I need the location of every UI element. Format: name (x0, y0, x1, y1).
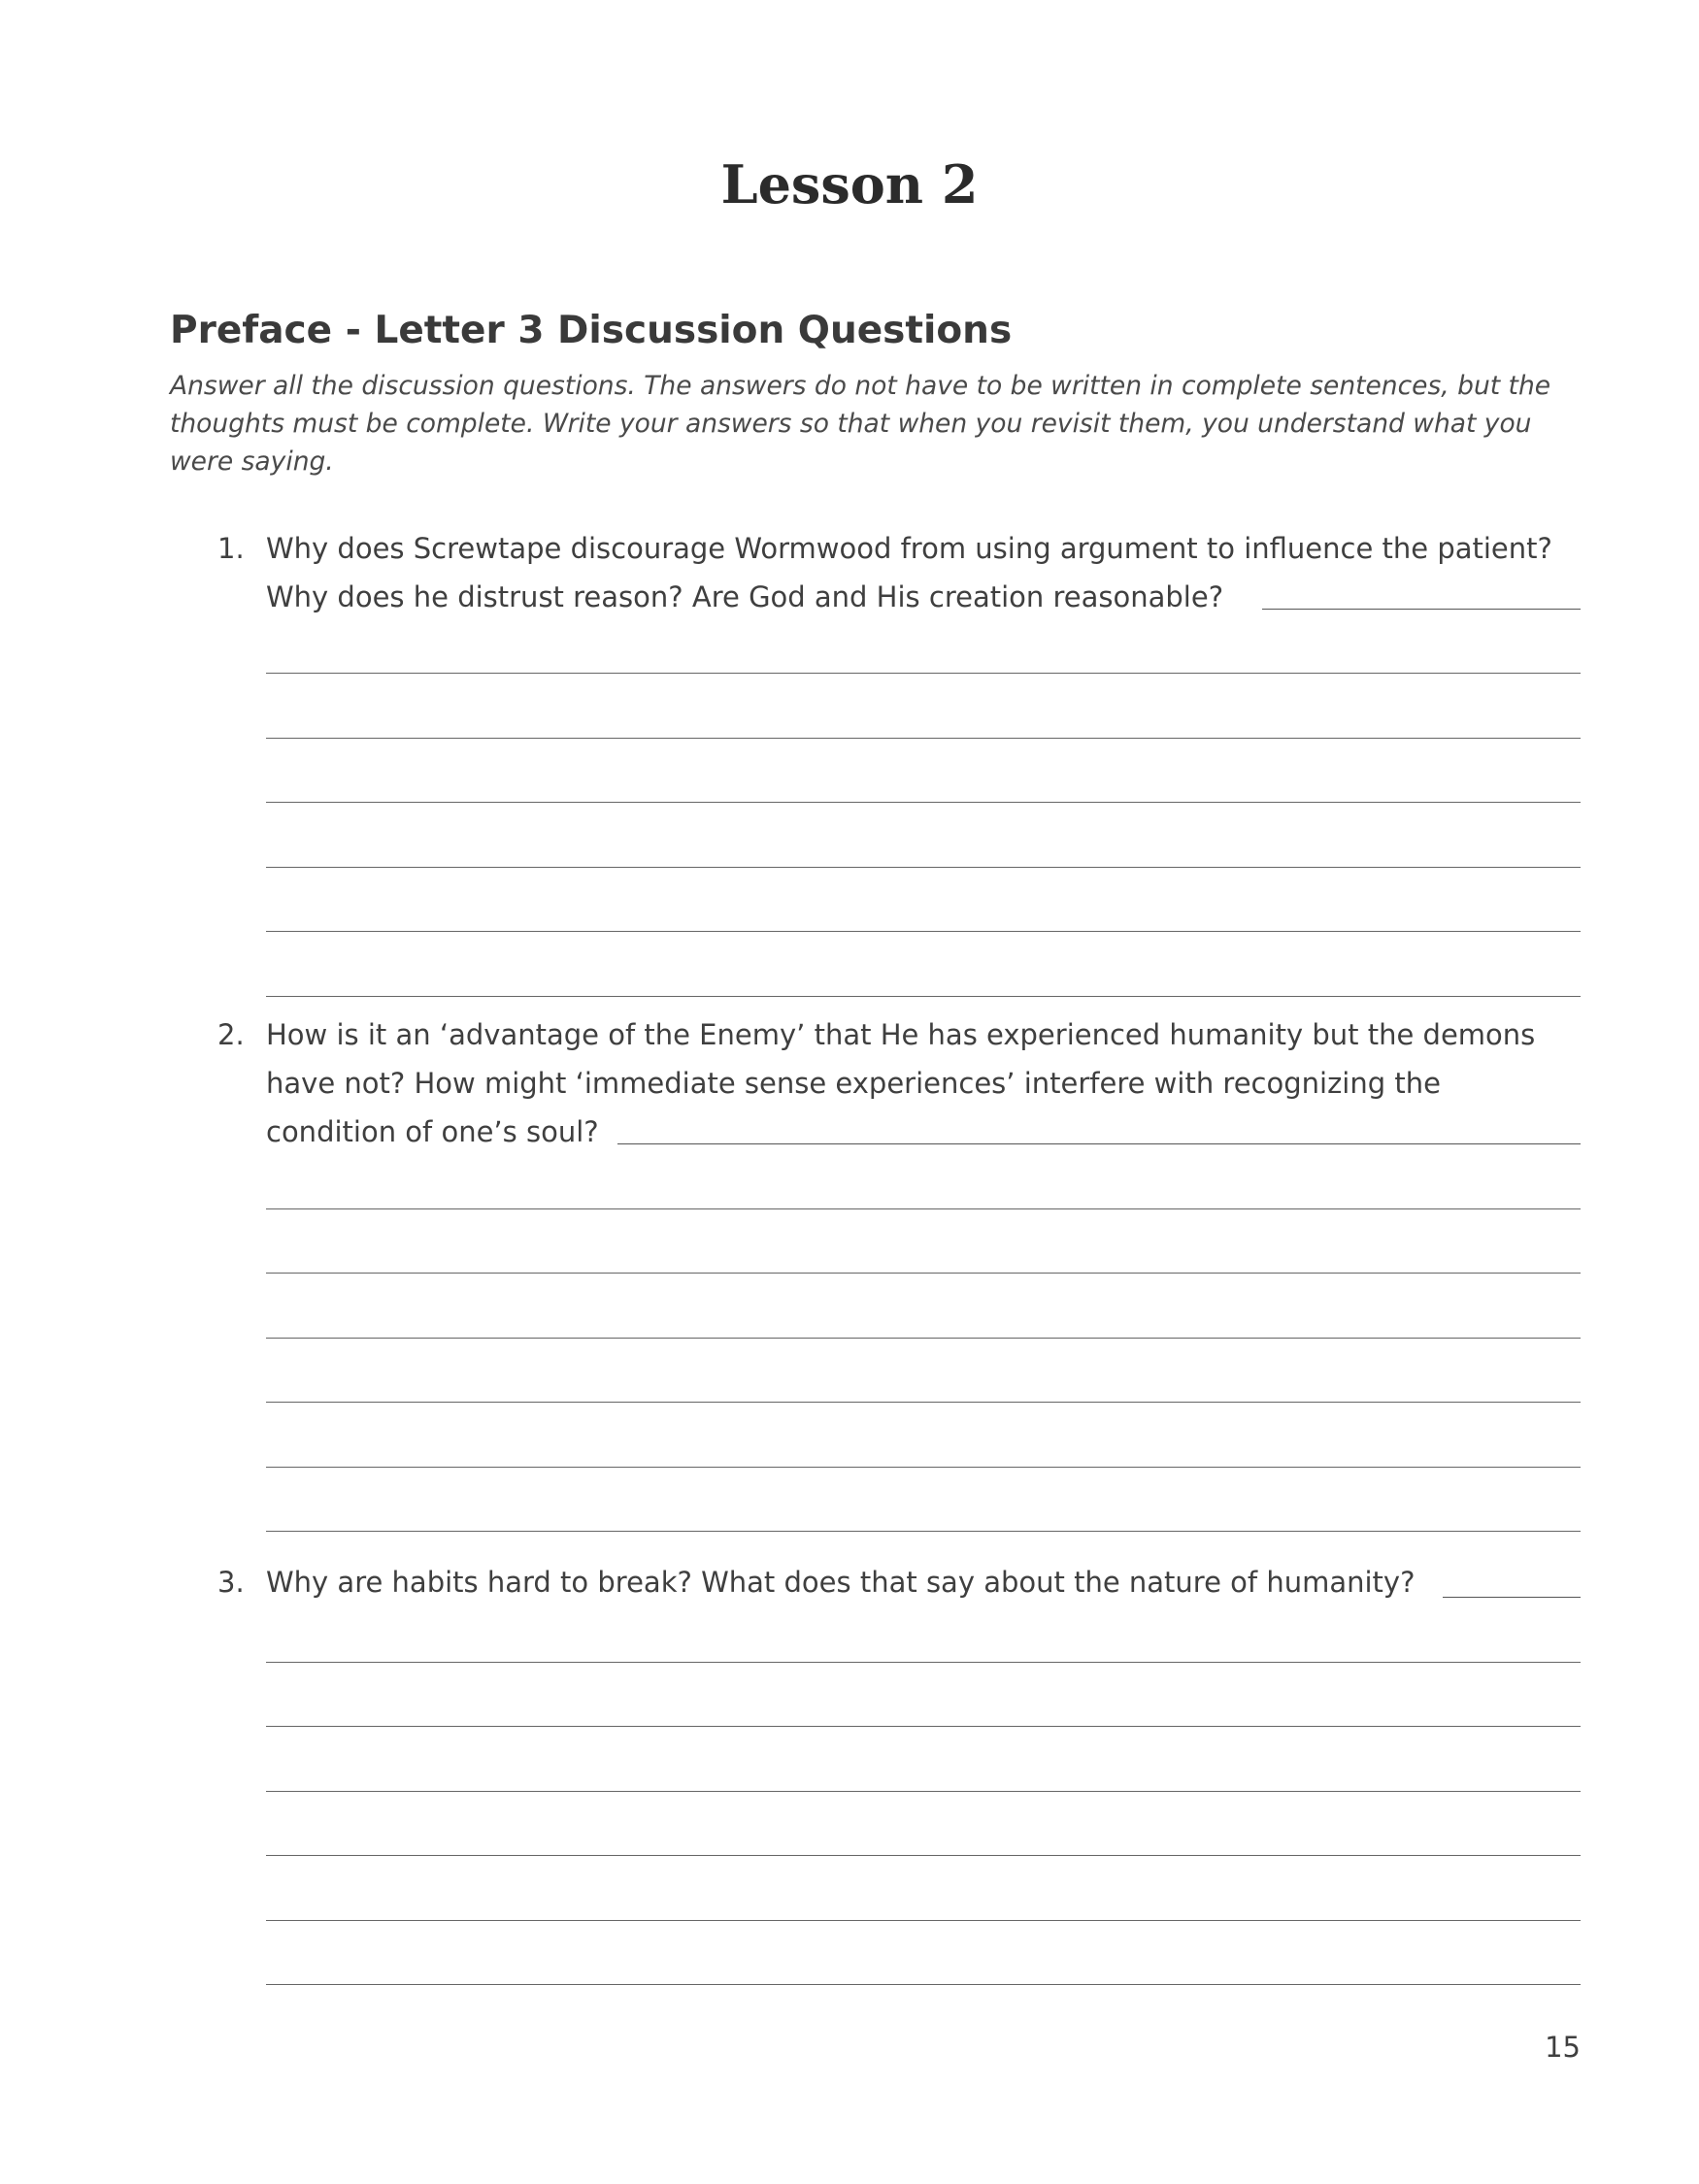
answer-line-inline[interactable] (617, 1143, 1581, 1144)
answer-line-inline[interactable] (1443, 1597, 1581, 1598)
answer-line[interactable] (266, 1920, 1581, 1921)
answer-line[interactable] (266, 738, 1581, 739)
answer-line[interactable] (266, 1208, 1581, 1209)
instructions: Answer all the discussion questions. The answers do not have to be written in complete sentences, but the thoughts must be complete. Write your answers so that when you revisit them, you understand what you were saying. (170, 371, 1551, 477)
answer-line[interactable] (266, 867, 1581, 868)
answer-line[interactable] (266, 1855, 1581, 1856)
answer-line[interactable] (266, 1662, 1581, 1663)
answer-line[interactable] (266, 802, 1581, 803)
answer-line-inline[interactable] (1262, 609, 1581, 610)
question-number: 3. (217, 1566, 245, 1599)
section-heading: Preface - Letter 3 Discussion Questions (170, 309, 1013, 352)
answer-line[interactable] (266, 931, 1581, 932)
answer-line[interactable] (266, 673, 1581, 674)
answer-line[interactable] (266, 1467, 1581, 1468)
answer-line[interactable] (266, 1273, 1581, 1274)
answer-line[interactable] (266, 1402, 1581, 1403)
page-number: 15 (1545, 2031, 1581, 2064)
question-number: 1. (217, 532, 245, 565)
answer-line[interactable] (266, 996, 1581, 997)
answer-line[interactable] (266, 1531, 1581, 1532)
page-title: Lesson 2 (720, 153, 979, 215)
question-number: 2. (217, 1018, 245, 1051)
answer-line[interactable] (266, 1791, 1581, 1792)
question-text: How is it an ‘advantage of the Enemy’ that He has experienced humanity but the demons have not? How might ‘immediate sense experiences’ interfere with recognizing the condition of one’s soul? (266, 1018, 1536, 1148)
answer-line[interactable] (266, 1984, 1581, 1985)
question-text: Why are habits hard to break? What does that say about the nature of humanity? (266, 1566, 1416, 1599)
answer-line[interactable] (266, 1726, 1581, 1727)
question-text: Why does Screwtape discourage Wormwood from using argument to influence the patient? Why does he distrust reason? Are God and His creation reasonable? (266, 532, 1552, 613)
answer-line[interactable] (266, 1338, 1581, 1339)
